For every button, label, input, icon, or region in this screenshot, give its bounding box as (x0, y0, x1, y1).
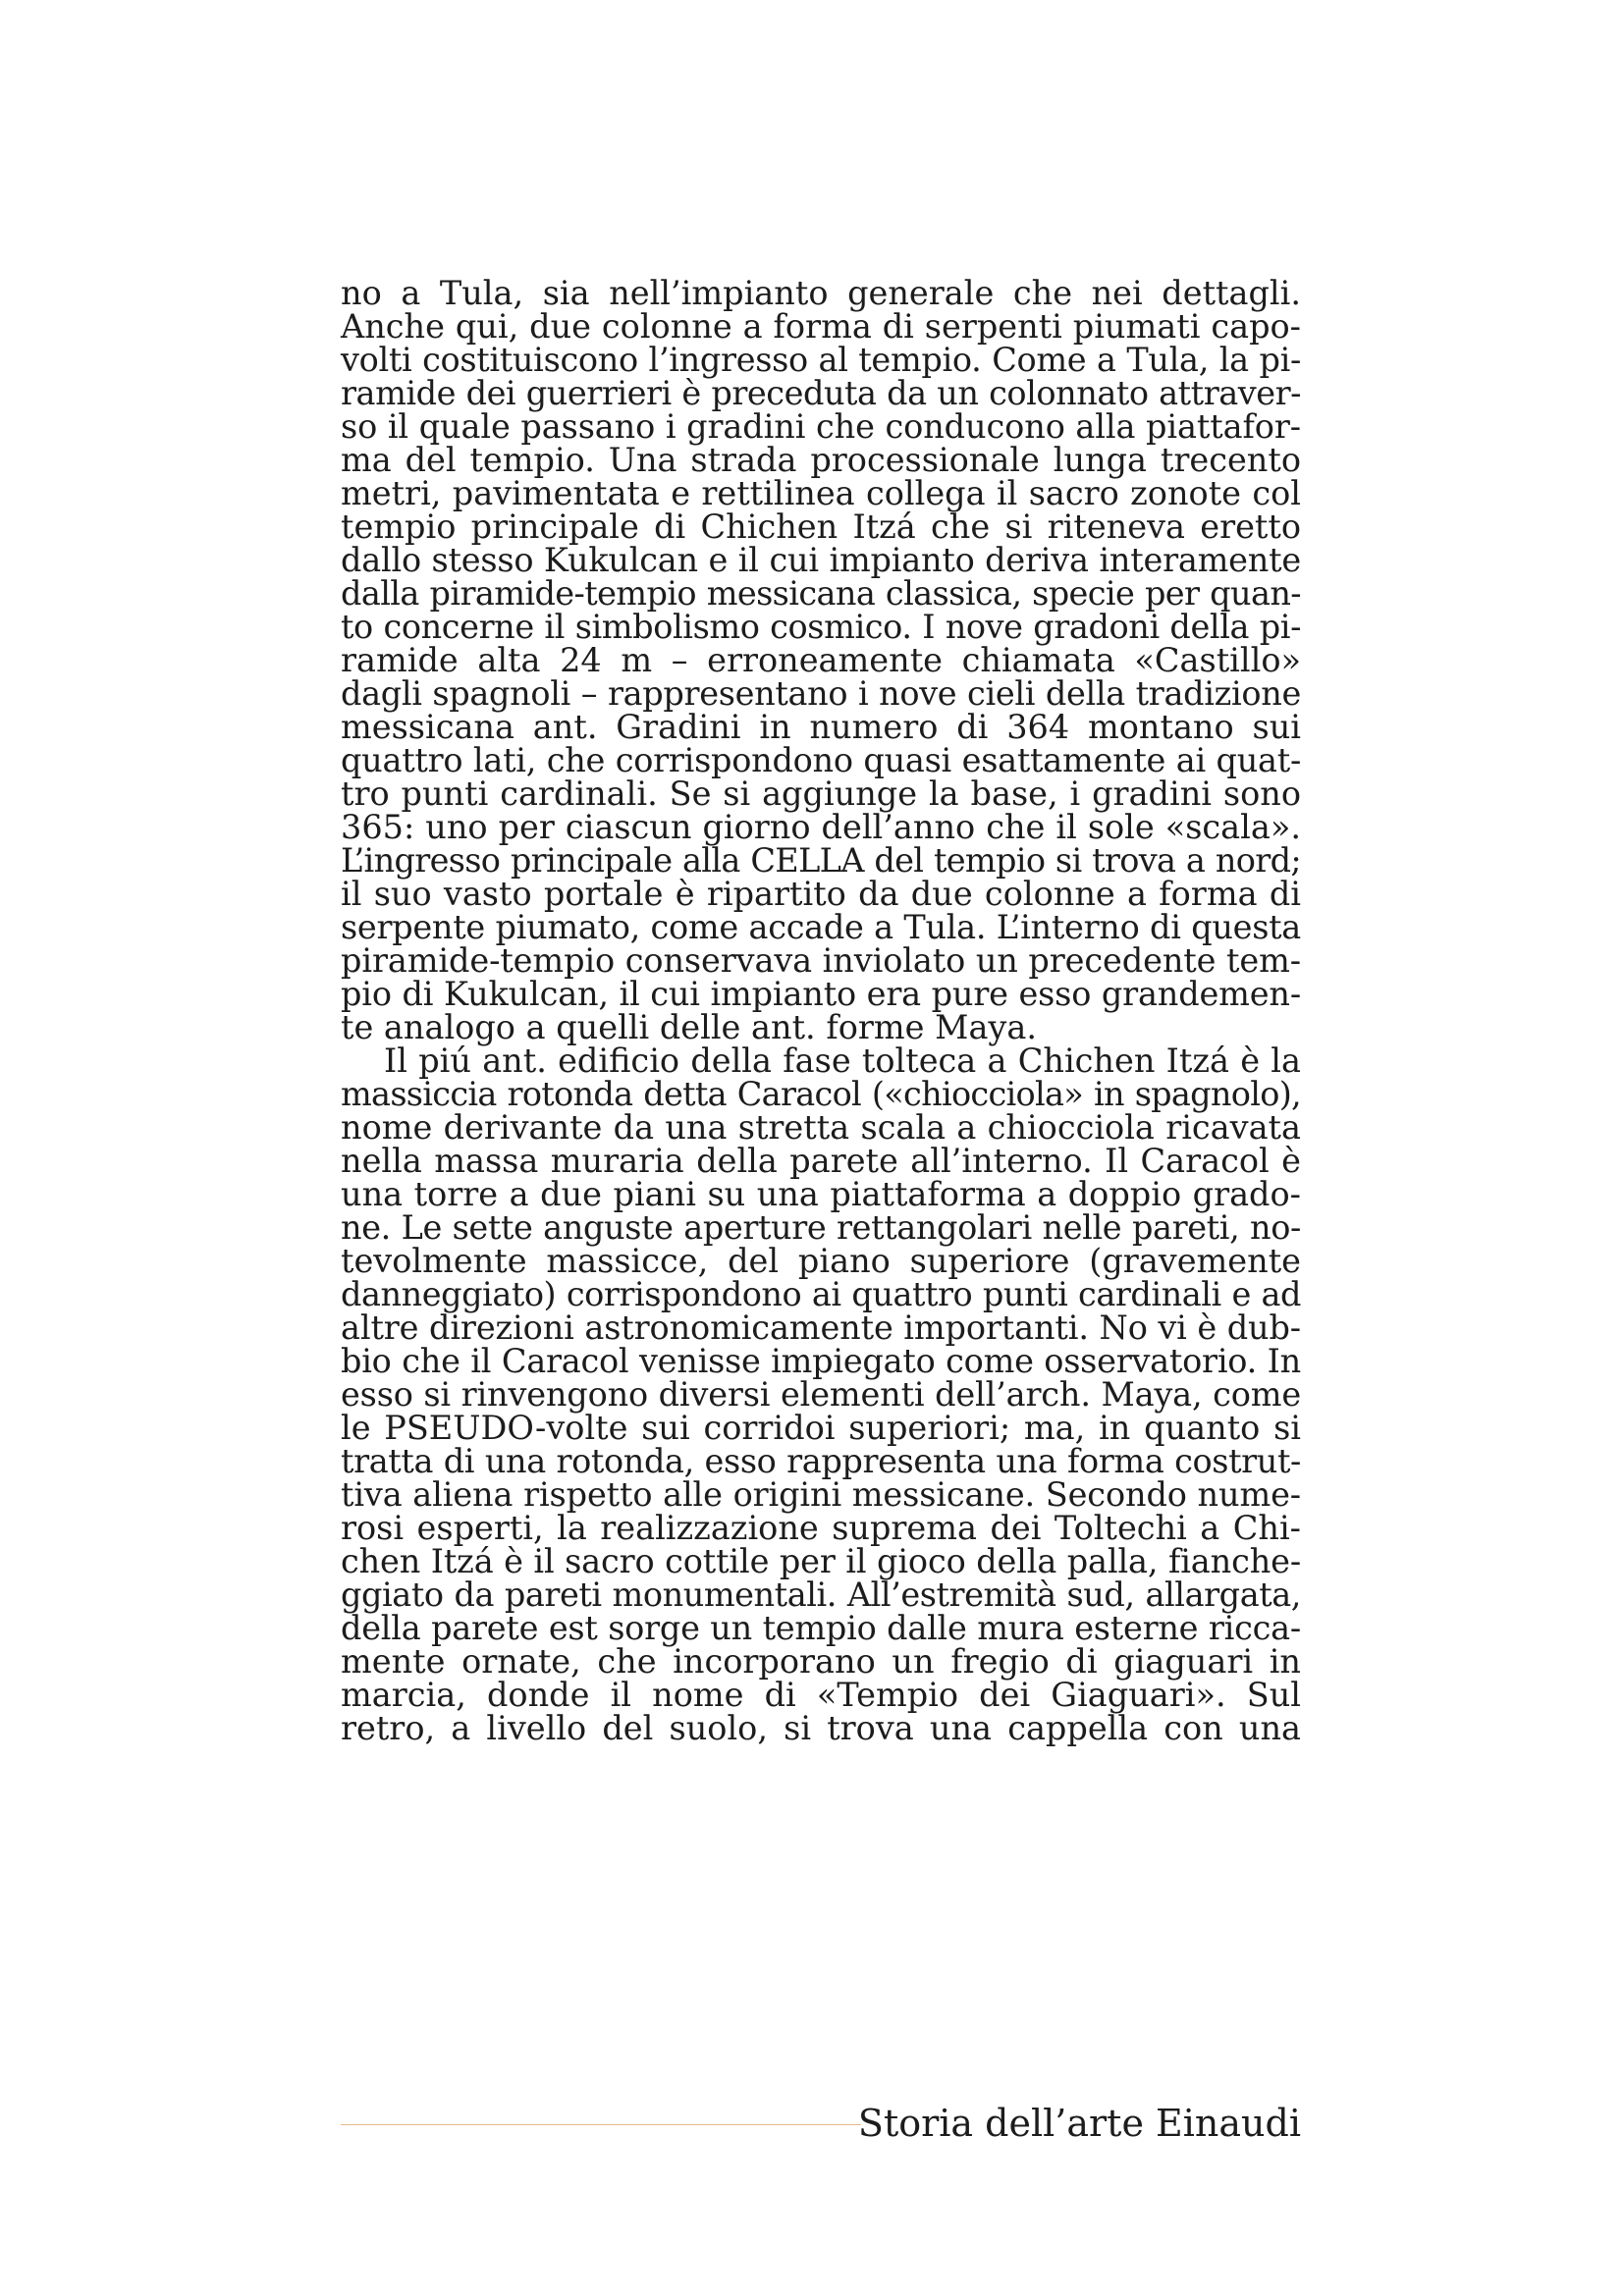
text-line: serpente piumato, come accade a Tula. L’interno di questa (341, 908, 1301, 946)
footer-rule (341, 2124, 861, 2125)
text-line: Anche qui, due colonne a forma di serpenti piumati capo- (341, 307, 1301, 346)
text-line: chen Itzá è il sacro cottile per il gioco della palla, fianche- (341, 1542, 1301, 1580)
paragraph (341, 274, 1301, 1046)
text-line: ma del tempio. Una strada processionale lunga trecento (341, 441, 1301, 479)
text-line: messicana ant. Gradini in numero di 364 montano sui (341, 708, 1301, 746)
text-line: so il quale passano i gradini che conducono alla piattafor- (341, 407, 1301, 446)
text-line: dallo stesso Kukulcan e il cui impianto deriva interamente (341, 541, 1301, 579)
text-line: tevolmente massicce, del piano superiore (gravemente (341, 1242, 1301, 1280)
text-line: dagli spagnoli – rappresentano i nove cieli della tradizione (341, 674, 1301, 713)
text-line: marcia, donde il nome di «Tempio dei Giaguari». Sul (341, 1676, 1301, 1714)
text-line: nella massa muraria della parete all’interno. Il Caracol è (341, 1142, 1301, 1180)
text-line: esso si rinvengono diversi elementi dell’arch. Maya, come (341, 1375, 1301, 1414)
text-line: L’ingresso principale alla CELLA del tempio si trova a nord; (341, 841, 1301, 880)
text-line: tiva aliena rispetto alle origini messicane. Secondo nume- (341, 1475, 1301, 1514)
text-line: danneggiato) corrispondono ai quattro punti cardinali e ad (341, 1275, 1301, 1313)
text-line: volti costituiscono l’ingresso al tempio. Come a Tula, la pi- (341, 341, 1301, 379)
text-line: 365: uno per ciascun giorno dell’anno che il sole «scala». (341, 808, 1301, 846)
footer-label: Storia dell’arte Einaudi (857, 2102, 1301, 2145)
text-line: mente ornate, che incorporano un fregio di giaguari in (341, 1642, 1301, 1681)
text-line: tro punti cardinali. Se si aggiunge la base, i gradini sono (341, 774, 1301, 813)
text-line: massiccia rotonda detta Caracol («chiocciola» in spagnolo), (341, 1075, 1301, 1113)
text-line: metri, pavimentata e rettilinea collega il sacro zonote col (341, 474, 1301, 512)
text-line: altre direzioni astronomicamente importanti. No vi è dub- (341, 1308, 1301, 1347)
text-line: ramide alta 24 m – erroneamente chiamata «Castillo» (341, 641, 1301, 679)
text-line: pio di Kukulcan, il cui impianto era pure esso grandemen- (341, 975, 1301, 1013)
body-text (341, 274, 1301, 1747)
text-line: ggiato da pareti monumentali. All’estremità sud, allargata, (341, 1575, 1301, 1614)
text-line: piramide-tempio conservava inviolato un precedente tem- (341, 941, 1301, 980)
text-line: una torre a due piani su una piattaforma a doppio grado- (341, 1175, 1301, 1213)
text-line: rosi esperti, la realizzazione suprema dei Toltechi a Chi- (341, 1509, 1301, 1547)
text-line: il suo vasto portale è ripartito da due colonne a forma di (341, 875, 1301, 913)
text-line: tratta di una rotonda, esso rappresenta una forma costrut- (341, 1442, 1301, 1480)
text-line: quattro lati, che corrispondono quasi esattamente ai quat- (341, 741, 1301, 779)
text-line: nome derivante da una stretta scala a chiocciola ricavata (341, 1108, 1301, 1147)
text-line: retro, a livello del suolo, si trova una cappella con una (341, 1709, 1301, 1747)
text-line: le PSEUDO-volte sui corridoi superiori; ma, in quanto si (341, 1409, 1301, 1447)
text-line: bio che il Caracol venisse impiegato come osservatorio. In (341, 1342, 1301, 1380)
text-line: dalla piramide-tempio messicana classica, specie per quan- (341, 574, 1301, 613)
text-line: tempio principale di Chichen Itzá che si riteneva eretto (341, 507, 1301, 546)
text-line: to concerne il simbolismo cosmico. I nove gradoni della pi- (341, 608, 1301, 646)
text-line: ramide dei guerrieri è preceduta da un colonnato attraver- (341, 374, 1301, 412)
text-line: no a Tula, sia nell’impianto generale che nei dettagli. (341, 274, 1301, 312)
text-line: Il piú ant. edificio della fase tolteca a Chichen Itzá è la (384, 1041, 1301, 1080)
text-line: della parete est sorge un tempio dalle mura esterne ricca- (341, 1609, 1301, 1647)
paragraph (341, 1041, 1301, 1747)
text-line: ne. Le sette anguste aperture rettangolari nelle pareti, no- (341, 1208, 1301, 1247)
text-line: te analogo a quelli delle ant. forme Maya. (341, 1008, 1037, 1046)
